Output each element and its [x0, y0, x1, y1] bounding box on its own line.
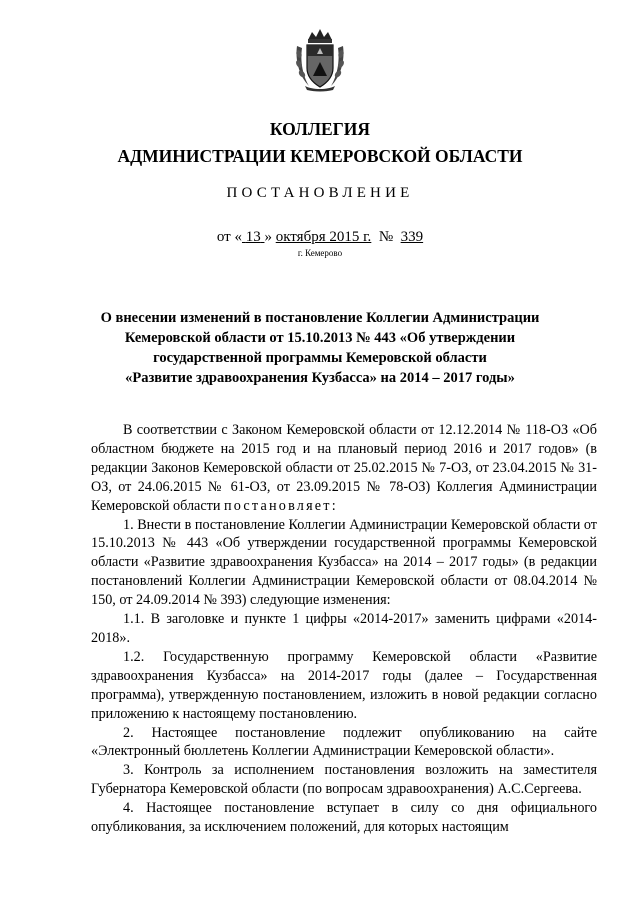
date-day: 13 [245, 229, 261, 245]
action-word: постановляет: [223, 497, 338, 514]
document-number: 339 [400, 229, 424, 245]
paragraph-2: 2. Настоящее постановление подлежит опубликованию на сайте «Электронный бюллетень Коллегии Администрации Кемеровской области». [91, 724, 597, 760]
intro-paragraph: В соответствии с Законом Кемеровской области от 12.12.2014 № 118-ОЗ «Об областном бюджете на 2015 год и на плановый период 2016 и 2017 годов» (в редакции Законов Кемеровской области от 25.02.2015 № 7-ОЗ, от 23.04.2015 № 31-ОЗ, от 24.06.2015 № 61-ОЗ, от 23.09.2015 № 78-ОЗ) Коллегия Администрации Кемеровской области постановляет: [91, 422, 597, 514]
document-body [91, 421, 597, 837]
title-line: О внесении изменений в постановление Коллегии Администрации [100, 310, 540, 326]
coat-of-arms-icon [293, 26, 347, 92]
org-name-line1: КОЛЛЕГИЯ [269, 119, 371, 139]
paragraph-1-1: 1.1. В заголовке и пункте 1 цифры «2014-2017» заменить цифрами «2014-2018». [91, 611, 597, 646]
paragraph-4: 4. Настоящее постановление вступает в силу со дня официального опубликования, за исключением положений, для которых настоящим [91, 800, 597, 836]
document-title [100, 308, 540, 388]
document-type: ПОСТАНОВЛЕНИЕ [226, 185, 414, 201]
paragraph-1: 1. Внести в постановление Коллегии Администрации Кемеровской области от 15.10.2013 № 443 «Об утверждении государственной программы Кемеровской области «Развитие здравоохранения Кузбасса» на 2014 – 2017 годы» (в редакции постановлений Коллегии Администрации Кемеровской области от 08.04.2014 № 150, от 24.09.2014 № 393) следующие изменения: [91, 516, 597, 609]
title-line: Кемеровской области от 15.10.2013 № 443 «Об утверждении [124, 330, 516, 346]
title-line: государственной программы Кемеровской области [153, 350, 487, 366]
date-prefix: от « [216, 229, 242, 245]
number-sign: № [378, 229, 394, 245]
org-name-line2: АДМИНИСТРАЦИИ КЕМЕРОВСКОЙ ОБЛАСТИ [117, 146, 523, 166]
paragraph-1-2: 1.2. Государственную программу Кемеровской области «Развитие здравоохранения Кузбасса» на 2014-2017 годы (далее – Государственная программа), утвержденную постановлением, изложить в новой редакции согласно приложению к настоящему постановлению. [91, 648, 597, 722]
title-line: «Развитие здравоохранения Кузбасса» на 2014 – 2017 годы» [125, 370, 515, 386]
date-mid: » [264, 229, 272, 245]
paragraph-3: 3. Контроль за исполнением постановления возложить на заместителя Губернатора Кемеровской области (по вопросам здравоохранения) А.С.Сергеева. [91, 762, 597, 798]
city-label: г. Кемерово [297, 248, 343, 258]
date-number-line [0, 228, 640, 247]
date-month-year: октября 2015 г. [275, 229, 372, 245]
